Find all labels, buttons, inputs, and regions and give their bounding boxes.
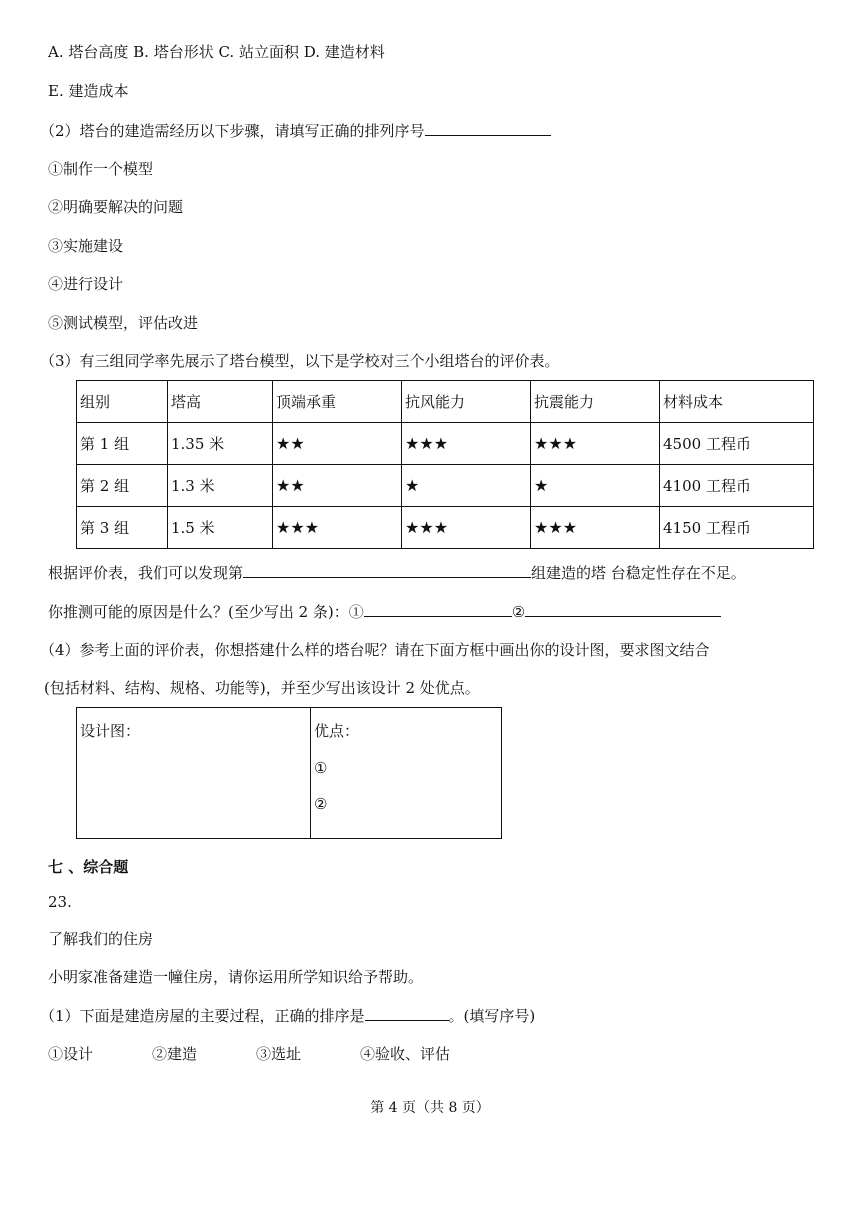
page-footer: 第 4 页（共 8 页） [370,1100,490,1116]
header-cell: 组别 [77,381,168,423]
rating-stars: ★★ [273,465,402,507]
rating-stars: ★ [531,465,660,507]
table-cell: 1.3 米 [168,465,273,507]
section-title: 七 、综合题 [48,858,129,876]
q2-prompt [40,120,551,141]
header-cell: 顶端承重 [273,381,402,423]
table-cell: 第 1 组 [77,423,168,465]
design-drawing-box[interactable] [77,708,311,839]
evaluation-table [76,380,814,549]
q3-find-line [48,562,746,583]
question-number: 23. [48,893,72,911]
q3-reason-text-a: 你推测可能的原因是什么？(至少写出 2 条)：① [48,603,364,621]
question-title: 了解我们的住房 [48,930,154,948]
q23-option-2: ②建造 [152,1045,198,1063]
rating-stars: ★★★ [273,507,402,549]
q23-1-line [40,1005,535,1026]
rating-stars: ★★★ [402,507,531,549]
q3-find-text-a: 根据评价表，我们可以发现第 [48,564,244,582]
table-cell: 第 3 组 [77,507,168,549]
rating-stars: ★★ [273,423,402,465]
header-cell: 材料成本 [660,381,814,423]
q3-prompt: （3）有三组同学率先展示了塔台模型，以下是学校对三个小组塔台的评价表。 [40,352,560,370]
question-option-e: E. 建造成本 [48,82,129,100]
advantage-2: ② [314,795,328,813]
advantage-1: ① [314,759,328,777]
rating-stars: ★★★ [402,423,531,465]
q2-answer-blank[interactable] [425,120,551,136]
q4-prompt-2: (包括材料、结构、规格、功能等)，并至少写出该设计 2 处优点。 [44,679,480,697]
design-drawing-label: 设计图： [80,722,141,740]
question-intro: 小明家准备建造一幢住房，请你运用所学知识给予帮助。 [48,968,424,986]
table-cell: 第 2 组 [77,465,168,507]
step-3: ③实施建设 [48,237,124,255]
q3-reason1-blank[interactable] [364,601,512,617]
header-cell: 抗风能力 [402,381,531,423]
q3-reason2-blank[interactable] [525,601,721,617]
q3-reason-line [48,601,721,622]
header-cell: 抗震能力 [531,381,660,423]
step-2: ②明确要解决的问题 [48,198,184,216]
q23-options [48,1044,450,1064]
q23-1-text-a: （1）下面是建造房屋的主要过程，正确的排序是 [40,1007,365,1025]
table-header-row [77,381,814,423]
q3-reason-text-b: ② [511,603,526,621]
design-table [76,707,502,839]
q23-option-3: ③选址 [256,1045,302,1063]
q23-option-1: ①设计 [48,1045,94,1063]
q23-1-text-b: 。(填写序号) [448,1007,536,1025]
q23-1-blank[interactable] [365,1005,449,1021]
design-row [77,708,502,839]
q23-option-4: ④验收、评估 [360,1045,451,1063]
table-cell: 4500 工程币 [660,423,814,465]
table-cell: 4150 工程币 [660,507,814,549]
advantages-label: 优点： [314,722,360,740]
rating-stars: ★★★ [531,507,660,549]
rating-stars: ★★★ [531,423,660,465]
q3-find-text-b: 组建造的塔 台稳定性存在不足。 [531,564,746,582]
step-5: ⑤测试模型，评估改进 [48,314,199,332]
q2-prompt-text: （2）塔台的建造需经历以下步骤，请填写正确的排列序号 [40,122,425,140]
q4-prompt-1: （4）参考上面的评价表，你想搭建什么样的塔台呢？请在下面方框中画出你的设计图，要求图文结合 [40,641,710,659]
table-cell: 1.5 米 [168,507,273,549]
table-row [77,423,814,465]
header-cell: 塔高 [168,381,273,423]
rating-stars: ★ [402,465,531,507]
table-cell: 1.35 米 [168,423,273,465]
design-advantages-box[interactable] [311,708,502,839]
step-1: ①制作一个模型 [48,160,154,178]
table-row [77,465,814,507]
table-row [77,507,814,549]
q3-group-blank[interactable] [243,562,531,578]
step-4: ④进行设计 [48,275,124,293]
table-cell: 4100 工程币 [660,465,814,507]
question-options-a-d: A. 塔台高度 B. 塔台形状 C. 站立面积 D. 建造材料 [48,43,385,61]
